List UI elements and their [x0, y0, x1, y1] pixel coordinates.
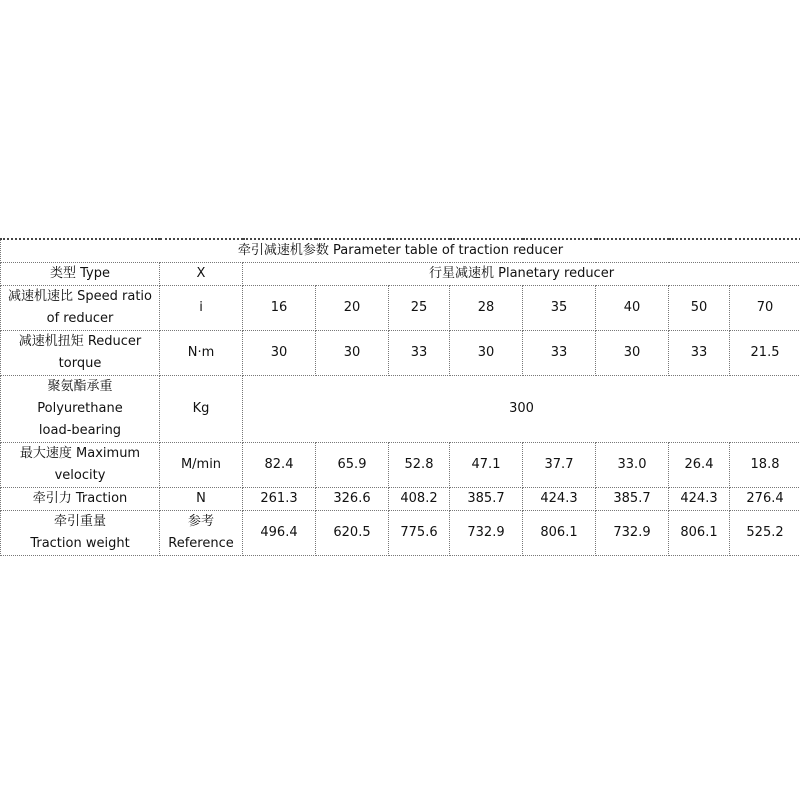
- value-cell: 33: [389, 331, 450, 376]
- label-line: load-bearing: [38, 423, 122, 438]
- row-unit: [160, 511, 243, 556]
- row-label: [1, 286, 160, 331]
- value-cell: 496.4: [243, 511, 316, 556]
- row-label: [1, 376, 160, 443]
- value-cell: 30: [450, 331, 523, 376]
- value-cell: 732.9: [450, 511, 523, 556]
- label-line: torque: [58, 356, 102, 371]
- value-cell: 732.9: [596, 511, 669, 556]
- table-row: [1, 286, 800, 331]
- label-line: of reducer: [46, 311, 114, 326]
- label-line: 减速机扭矩 Reducer: [18, 334, 142, 349]
- value-cell: 261.3: [243, 488, 316, 511]
- unit-line: N: [196, 491, 206, 506]
- value-cell: 40: [596, 286, 669, 331]
- unit-line: X: [196, 266, 206, 281]
- unit-line: Kg: [192, 401, 210, 416]
- value-cell: 82.4: [243, 443, 316, 488]
- value-cell: 33: [523, 331, 596, 376]
- table-title: 牵引减速机参数 Parameter table of traction reducer: [1, 239, 800, 263]
- unit-line: M/min: [180, 457, 222, 472]
- table-row: [1, 511, 800, 556]
- label-line: 减速机速比 Speed ratio: [8, 289, 152, 304]
- row-unit: [160, 331, 243, 376]
- value-cell: 30: [316, 331, 389, 376]
- value-cell: 26.4: [669, 443, 730, 488]
- value-cell: 52.8: [389, 443, 450, 488]
- row-unit: [160, 286, 243, 331]
- unit-line: N·m: [187, 345, 215, 360]
- unit-line: i: [199, 300, 203, 315]
- row-unit: [160, 488, 243, 511]
- value-cell: 424.3: [669, 488, 730, 511]
- value-cell: 16: [243, 286, 316, 331]
- value-cell: 424.3: [523, 488, 596, 511]
- unit-line: 参考: [187, 514, 214, 529]
- parameter-table: [0, 238, 800, 556]
- value-cell: 28: [450, 286, 523, 331]
- value-cell: 33: [669, 331, 730, 376]
- unit-line: Reference: [168, 536, 234, 551]
- value-cell: 775.6: [389, 511, 450, 556]
- table-row: [1, 376, 800, 443]
- table-row: [1, 488, 800, 511]
- table-row: [1, 331, 800, 376]
- table-row: [1, 443, 800, 488]
- value-cell: 326.6: [316, 488, 389, 511]
- value-cell: 806.1: [523, 511, 596, 556]
- label-line: Traction weight: [30, 536, 130, 551]
- row-label: [1, 263, 160, 286]
- table-title-row: [1, 239, 800, 263]
- value-cell: 385.7: [596, 488, 669, 511]
- value-cell: 276.4: [730, 488, 800, 511]
- label-line: Polyurethane: [37, 401, 123, 416]
- value-cell: 408.2: [389, 488, 450, 511]
- value-cell: 65.9: [316, 443, 389, 488]
- value-cell: 25: [389, 286, 450, 331]
- value-cell: 18.8: [730, 443, 800, 488]
- merged-value-cell: 行星减速机 Planetary reducer: [243, 263, 800, 286]
- value-cell: 806.1: [669, 511, 730, 556]
- row-label: [1, 488, 160, 511]
- value-cell: 30: [596, 331, 669, 376]
- value-cell: 33.0: [596, 443, 669, 488]
- value-cell: 385.7: [450, 488, 523, 511]
- value-cell: 21.5: [730, 331, 800, 376]
- value-cell: 37.7: [523, 443, 596, 488]
- parameter-table-container: [0, 238, 800, 556]
- table-row: [1, 263, 800, 286]
- row-unit: [160, 263, 243, 286]
- label-line: 类型 Type: [50, 266, 110, 281]
- value-cell: 30: [243, 331, 316, 376]
- value-cell: 47.1: [450, 443, 523, 488]
- value-cell: 35: [523, 286, 596, 331]
- row-unit: [160, 443, 243, 488]
- value-cell: 50: [669, 286, 730, 331]
- label-line: 聚氨酯承重: [47, 379, 113, 394]
- label-line: 牵引力 Traction: [32, 491, 128, 506]
- label-line: 最大速度 Maximum: [19, 446, 141, 461]
- value-cell: 525.2: [730, 511, 800, 556]
- value-cell: 20: [316, 286, 389, 331]
- label-line: 牵引重量: [53, 514, 106, 529]
- row-label: [1, 443, 160, 488]
- merged-value-cell: 300: [243, 376, 800, 443]
- row-unit: [160, 376, 243, 443]
- value-cell: 70: [730, 286, 800, 331]
- label-line: velocity: [54, 468, 106, 483]
- value-cell: 620.5: [316, 511, 389, 556]
- row-label: [1, 331, 160, 376]
- row-label: [1, 511, 160, 556]
